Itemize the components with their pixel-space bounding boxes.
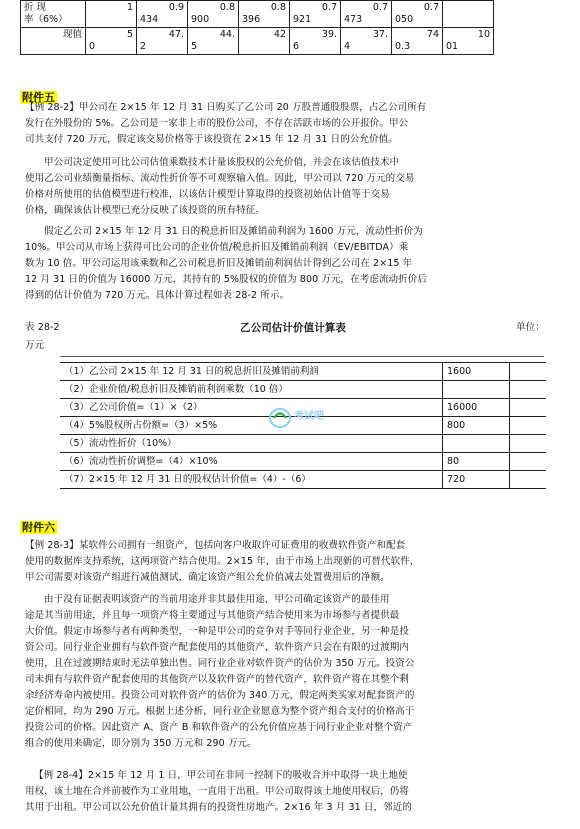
- cell-value: 4: [344, 41, 351, 52]
- paragraph-line: 得到的估计价值为 720 万元。具体计算过程如表 28-2 所示。: [25, 290, 290, 301]
- paragraph-line: 大价值。假定市场参与者有两种类型，一种是甲公司的竞争对手等同行业企业，另一种是投: [25, 626, 410, 637]
- paragraph-line: 价格，确保该估计模型已充分反映了该投资的所有特征。: [25, 205, 266, 216]
- table-cell: [510, 399, 547, 417]
- paragraph-line: 用权，该土地在合并前被作为工业用地，一直用于出租。甲公司取得该土地使用权后，仍将: [25, 786, 410, 797]
- table-cell: [137, 1, 188, 28]
- section-heading: 附件五: [22, 91, 55, 104]
- paragraph-line: 使用的数据库支持系统，这两项资产结合使用。2×15 年，由于市场上出现新的可替代软件，: [25, 556, 420, 567]
- table-cell: [510, 417, 547, 435]
- paragraph-line: 资公司。同行业企业拥有与软件资产配套使用的其他资产，软件资产只会在有限的过渡期内: [25, 642, 410, 653]
- table-cell: [510, 471, 547, 489]
- cell-value: 473: [344, 14, 363, 25]
- row-label: （4）5%股权所占份额=（3）×5%: [60, 417, 443, 435]
- table-row: [21, 1, 494, 28]
- paragraph-line: 途是其当前用途，并且每一项资产将主要通过与其他资产结合使用来为市场参与者提供最: [25, 610, 400, 621]
- cell-value: 0: [89, 41, 96, 52]
- unit-label: 单位：: [516, 322, 545, 333]
- top-table: [20, 0, 494, 55]
- unit-value: 万元: [25, 340, 45, 351]
- table-cell: [510, 453, 547, 471]
- table-row: [60, 453, 546, 471]
- table-cell: [290, 1, 341, 28]
- cell-value: 050: [395, 14, 414, 25]
- table-title: 乙公司估计价值计算表: [240, 322, 346, 334]
- row-value: 800: [443, 417, 510, 435]
- cell-value: 1: [126, 2, 133, 13]
- row-label: （3）乙公司价值=（1）×（2）: [60, 399, 443, 417]
- cell-value: 0.7: [321, 2, 337, 13]
- paragraph-line: 价格对所使用的估值模型进行校准，以该估计模型计算取得的投资初始估计值等于交易: [25, 189, 390, 200]
- table-row: [60, 471, 546, 489]
- cell-value: 10: [477, 29, 490, 40]
- cell-value: 5: [126, 29, 133, 40]
- cell-value: 39.: [321, 29, 337, 40]
- row-label: 现值: [62, 29, 82, 40]
- divider: [60, 356, 544, 357]
- paragraph-line: 司未拥有与软件资产配套使用的其他资产以及软件资产的替代资产，软件资产将在其整个剩: [25, 674, 410, 685]
- table-cell: [188, 1, 239, 28]
- row-value: [443, 381, 510, 399]
- cell-value: 42: [273, 29, 286, 40]
- table-number: 表 28-2: [25, 322, 60, 333]
- row-value: 16000: [443, 399, 510, 417]
- table-row: [21, 28, 494, 55]
- paragraph-line: 【例 28-3】某软件公司拥有一组资产，包括向客户收取许可证费用的收费软件资产和配套: [25, 540, 406, 551]
- paragraph-line: 假定乙公司 2×15 年 12 月 31 日的税息折旧及摊销前利润为 1600 万元，流动性折价为: [44, 226, 424, 237]
- cell-value: 5: [191, 41, 198, 52]
- paragraph-line: 甲公司需要对该资产组进行减值测试，确定该资产组公允价值减去处置费用后的净额。: [25, 572, 390, 583]
- paragraph-line: 10%。甲公司从市场上获得可比公司的企业价值/税息折旧及摊销前利润（EV/EBITDA）乘: [25, 242, 409, 253]
- table-cell: [341, 1, 392, 28]
- paragraph-line: 组合的使用来确定，即分别为 350 万元和 290 万元。: [25, 738, 257, 749]
- table-cell: [510, 381, 547, 399]
- table-row: [60, 381, 546, 399]
- paragraph-line: 12 月 31 日的价值为 16000 万元，其持有的 5%股权的价值为 800 万元，在考虑流动折价后: [25, 274, 427, 285]
- cell-value: 47.: [168, 29, 184, 40]
- cell-value: 0.8: [219, 2, 235, 13]
- table-cell: [290, 28, 341, 55]
- cell-value: 0.9: [168, 2, 184, 13]
- cell-value: 0.8: [270, 2, 286, 13]
- table-cell: [510, 435, 547, 453]
- table-cell: [21, 1, 86, 28]
- cell-value: 0.7: [423, 2, 439, 13]
- cell-value: 74: [426, 29, 439, 40]
- cell-value: 37.: [372, 29, 388, 40]
- table-cell: [86, 1, 137, 28]
- paragraph-line: 其用于出租。甲公司以公允价值计量其拥有的投资性房地产。2×16 年 3 月 31 日，邻近的: [25, 802, 412, 813]
- paragraph-line: 投资公司的价格。因此资产 A、资产 B 和软件资产的公允价值应基于同行业企业对整个资产: [25, 722, 413, 733]
- table-cell: [510, 363, 547, 381]
- row-value: 1600: [443, 363, 510, 381]
- table-cell: [392, 1, 443, 28]
- table-cell: [137, 28, 188, 55]
- paragraph-line: 数为 10 倍。甲公司运用该乘数和乙公司税息折旧及摊销前利润估计得到乙公司在 2×15 年: [25, 258, 413, 269]
- row-value: [443, 435, 510, 453]
- cell-value: 921: [293, 14, 312, 25]
- watermark-text: 考试吧: [294, 411, 324, 422]
- table-cell: [341, 28, 392, 55]
- row-label: （6）流动性折价调整=（4）×10%: [60, 453, 443, 471]
- row-value: 720: [443, 471, 510, 489]
- cell-value: 6: [293, 41, 300, 52]
- paragraph-line: 司共支付 720 万元，假定该交易价格等于该投资在 2×15 年 12 月 31 日的公允价值。: [25, 134, 398, 145]
- table-cell: [86, 28, 137, 55]
- row-label: 折 现: [24, 2, 47, 13]
- paragraph-line: 定价相同，均为 290 万元。根据上述分析，同行业企业愿意为整个资产组合支付的价格高于: [25, 706, 415, 717]
- paragraph-line: 发行在外股份的 5%。乙公司是一家非上市的股份公司，不存在活跃市场的公开报价。甲公: [25, 118, 409, 129]
- watermark-logo: [268, 405, 340, 435]
- table-cell: [239, 28, 290, 55]
- row-value: 80: [443, 453, 510, 471]
- table-cell: [21, 28, 86, 55]
- paragraph-line: 【例 28-2】甲公司在 2×15 年 12 月 31 日购买了乙公司 20 万股普通股股票，占乙公司所有: [25, 102, 427, 113]
- row-label: （2）企业价值/税息折旧及摊销前利润乘数（10 倍）: [60, 381, 443, 399]
- table-row: [60, 435, 546, 453]
- row-label: （5）流动性折价（10%）: [60, 435, 443, 453]
- table-cell: [443, 1, 494, 28]
- paragraph-line: 余经济寿命内被使用。投资公司对软件资产的估价为 340 万元，假定两类买家对配套资产的: [25, 690, 415, 701]
- row-label: （1）乙公司 2×15 年 12 月 31 日的税息折旧及摊销前利润: [60, 363, 443, 381]
- table-cell: [392, 28, 443, 55]
- paragraph-line: 由于没有证据表明该资产的当前用途并非其最佳用途，甲公司确定该资产的最佳用: [44, 594, 390, 605]
- cell-value: 01: [446, 41, 459, 52]
- table-row: [60, 363, 546, 381]
- table-cell: [188, 28, 239, 55]
- table-cell: [443, 28, 494, 55]
- cell-value: 434: [140, 14, 159, 25]
- cell-value: 44.: [219, 29, 235, 40]
- paragraph-line: 使用乙公司业绩衡量指标、流动性折价等不可观察输入值。因此，甲公司以 720 万元的交易: [25, 173, 415, 184]
- paragraph-line: 甲公司决定使用可比公司估值乘数技术计量该股权的公允价值，并会在该估值技术中: [44, 157, 400, 168]
- cell-value: 0.7: [372, 2, 388, 13]
- section-heading: 附件六: [22, 521, 55, 534]
- row-label: （7）2×15 年 12 月 31 日的股权估计价值=（4）-（6）: [60, 471, 443, 489]
- cell-value: 396: [242, 14, 261, 25]
- row-label: 率（6%）: [24, 14, 68, 25]
- cell-value: 0.3: [395, 41, 411, 52]
- cell-value: 900: [191, 14, 210, 25]
- paragraph-line: 使用，且在过渡期结束时无法单独出售。同行业企业对软件资产的估价为 350 万元。投资公: [25, 658, 415, 669]
- attachment-6-heading: [20, 516, 57, 535]
- paragraph-line: 【例 28-4】2×15 年 12 月 1 日，甲公司在非同一控制下的吸收合并中取得一块土地使: [34, 770, 408, 781]
- table-cell: [239, 1, 290, 28]
- cell-value: 2: [140, 41, 147, 52]
